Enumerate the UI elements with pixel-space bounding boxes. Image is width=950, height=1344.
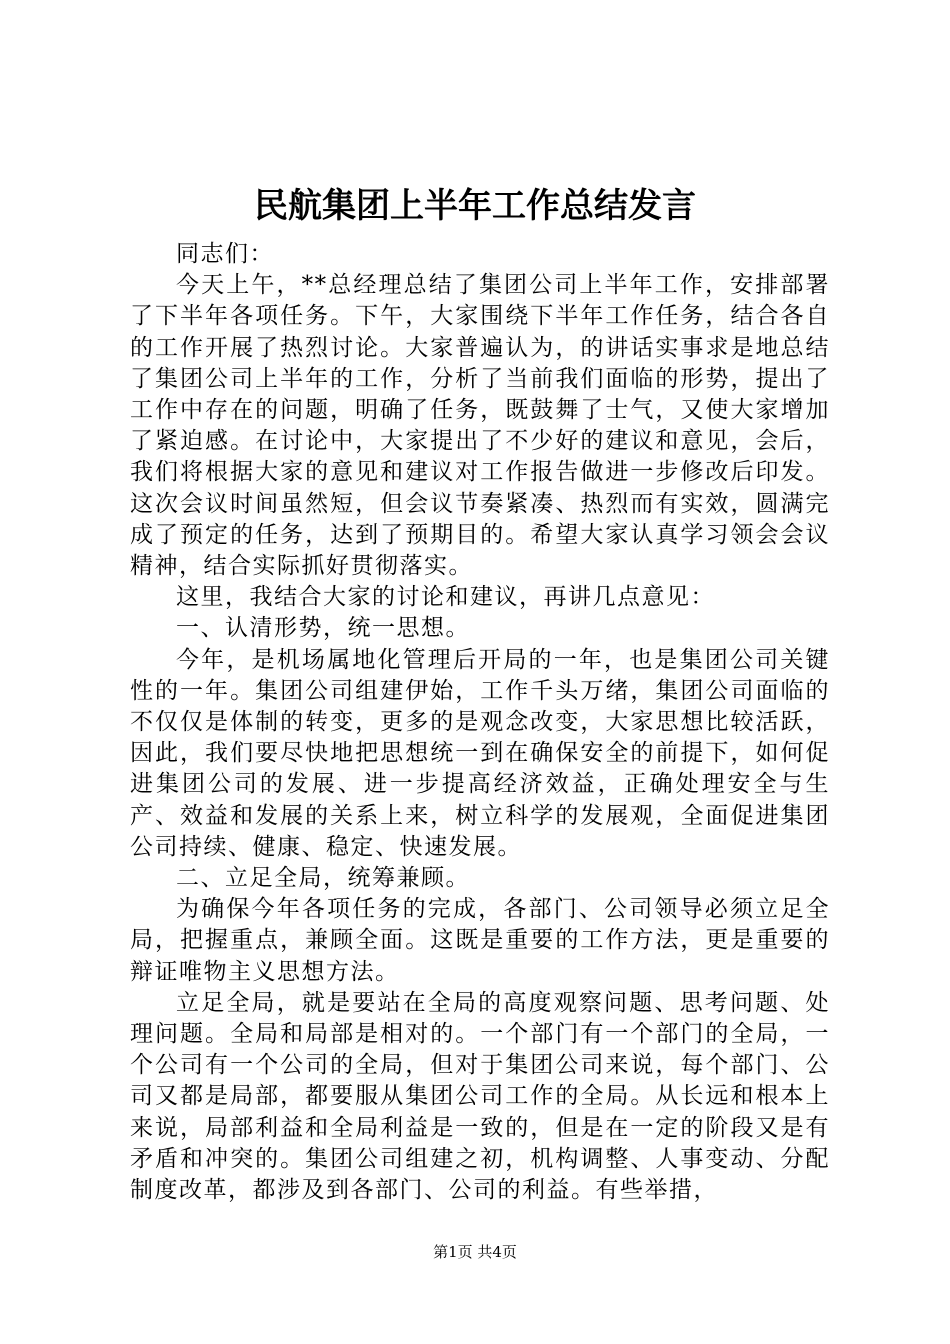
document-body bbox=[130, 239, 830, 1206]
section-heading-2: 二、立足全局，统筹兼顾。 bbox=[176, 865, 470, 892]
section-heading-1: 一、认清形势，统一思想。 bbox=[176, 615, 470, 642]
document-title: 民航集团上半年工作总结发言 bbox=[254, 186, 696, 226]
paragraph-opening: 今天上午，**总经理总结了集团公司上半年工作，安排部署了下半年各项任务。下午，大家围绕下半年工作任务，结合各自的工作开展了热烈讨论。大家普遍认为，的讲话实事求是地总结了集团公司上半年的工作，分析了当前我们面临的形势，提出了工作中存在的问题，明确了任务，既鼓舞了士气，又使大家增加了紧迫感。在讨论中，大家提出了不少好的建议和意见，会后，我们将根据大家的意见和建议对工作报告做进一步修改后印发。这次会议时间虽然短，但会议节奏紧凑、热烈而有实效，圆满完成了预定的任务，达到了预期目的。希望大家认真学习领会会议精神，结合实际抓好贯彻落实。 bbox=[130, 272, 830, 580]
paragraph-salutation: 同志们： bbox=[176, 241, 274, 267]
page-footer: 第1页 共4页 bbox=[433, 1243, 517, 1261]
paragraph-intro-points: 这里，我结合大家的讨论和建议，再讲几点意见： bbox=[176, 584, 715, 611]
paragraph-section-2b: 立足全局，就是要站在全局的高度观察问题、思考问题、处理问题。全局和局部是相对的。一个部门有一个部门的全局，一个公司有一个公司的全局，但对于集团公司来说，每个部门、公司又都是局部，都要服从集团公司工作的全局。从长远和根本上来说，局部利益和全局利益是一致的，但是在一定的阶段又是有矛盾和冲突的。集团公司组建之初，机构调整、人事变动、分配制度改革，都涉及到各部门、公司的利益。有些举措， bbox=[130, 989, 830, 1204]
paragraph-section-1: 今年，是机场属地化管理后开局的一年，也是集团公司关键性的一年。集团公司组建伊始，工作千头万绪，集团公司面临的不仅仅是体制的转变，更多的是观念改变，大家思想比较活跃，因此，我们要尽快地把思想统一到在确保安全的前提下，如何促进集团公司的发展、进一步提高经济效益，正确处理安全与生产、效益和发展的关系上来，树立科学的发展观，全面促进集团公司持续、健康、稳定、快速发展。 bbox=[130, 646, 830, 860]
paragraph-section-2a: 为确保今年各项任务的完成，各部门、公司领导必须立足全局，把握重点，兼顾全面。这既是重要的工作方法，更是重要的辩证唯物主义思想方法。 bbox=[130, 896, 830, 985]
